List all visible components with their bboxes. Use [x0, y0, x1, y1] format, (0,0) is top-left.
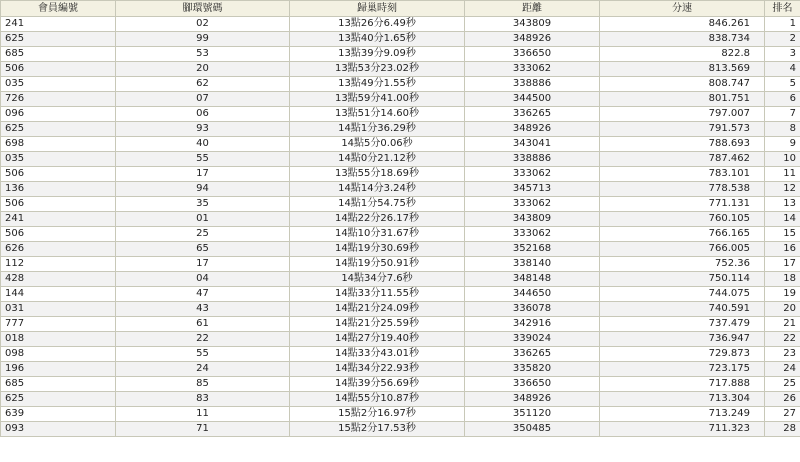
- ring-number-cell: 06: [116, 107, 290, 122]
- ring-number-cell: 07: [116, 92, 290, 107]
- distance-cell: 352168: [465, 242, 600, 257]
- arrival-time-cell: 14點55分10.87秒: [290, 392, 465, 407]
- distance-cell: 335820: [465, 362, 600, 377]
- rank-cell: 7: [765, 107, 800, 122]
- distance-cell: 336650: [465, 47, 600, 62]
- ring-number-cell: 22: [116, 332, 290, 347]
- distance-cell: 333062: [465, 62, 600, 77]
- member-id-cell: 196: [1, 362, 116, 377]
- speed-cell: 797.007: [600, 107, 765, 122]
- rank-cell: 9: [765, 137, 800, 152]
- distance-cell: 338886: [465, 152, 600, 167]
- rank-cell: 23: [765, 347, 800, 362]
- speed-cell: 791.573: [600, 122, 765, 137]
- rank-cell: 24: [765, 362, 800, 377]
- arrival-time-cell: 14點34分22.93秒: [290, 362, 465, 377]
- arrival-time-cell: 14點22分26.17秒: [290, 212, 465, 227]
- table-row[interactable]: [1, 422, 800, 437]
- table-row[interactable]: [1, 77, 800, 92]
- rank-cell: 17: [765, 257, 800, 272]
- member-id-cell: 625: [1, 392, 116, 407]
- distance-cell: 338886: [465, 77, 600, 92]
- member-id-cell: 112: [1, 257, 116, 272]
- distance-cell: 336265: [465, 107, 600, 122]
- speed-cell: 740.591: [600, 302, 765, 317]
- speed-cell: 723.175: [600, 362, 765, 377]
- rank-cell: 22: [765, 332, 800, 347]
- speed-cell: 808.747: [600, 77, 765, 92]
- table-row[interactable]: [1, 122, 800, 137]
- distance-cell: 350485: [465, 422, 600, 437]
- ring-number-cell: 85: [116, 377, 290, 392]
- header-member-id[interactable]: 會員編號: [1, 1, 116, 17]
- arrival-time-cell: 13點39分9.09秒: [290, 47, 465, 62]
- arrival-time-cell: 14點1分54.75秒: [290, 197, 465, 212]
- ring-number-cell: 02: [116, 17, 290, 32]
- member-id-cell: 506: [1, 62, 116, 77]
- table-row[interactable]: [1, 167, 800, 182]
- distance-cell: 348926: [465, 392, 600, 407]
- ring-number-cell: 35: [116, 197, 290, 212]
- table-row[interactable]: [1, 197, 800, 212]
- ring-number-cell: 61: [116, 317, 290, 332]
- speed-cell: 813.569: [600, 62, 765, 77]
- table-row[interactable]: [1, 212, 800, 227]
- speed-cell: 713.304: [600, 392, 765, 407]
- arrival-time-cell: 14點21分25.59秒: [290, 317, 465, 332]
- speed-cell: 788.693: [600, 137, 765, 152]
- ring-number-cell: 04: [116, 272, 290, 287]
- member-id-cell: 035: [1, 152, 116, 167]
- distance-cell: 336078: [465, 302, 600, 317]
- arrival-time-cell: 14點0分21.12秒: [290, 152, 465, 167]
- member-id-cell: 506: [1, 167, 116, 182]
- header-speed[interactable]: 分速: [600, 1, 765, 17]
- ring-number-cell: 99: [116, 32, 290, 47]
- rank-cell: 15: [765, 227, 800, 242]
- arrival-time-cell: 13點40分1.65秒: [290, 32, 465, 47]
- table-row[interactable]: [1, 47, 800, 62]
- header-distance[interactable]: 距離: [465, 1, 600, 17]
- rank-cell: 20: [765, 302, 800, 317]
- arrival-time-cell: 14點1分36.29秒: [290, 122, 465, 137]
- member-id-cell: 035: [1, 77, 116, 92]
- header-arrival-time[interactable]: 歸巢時刻: [290, 1, 465, 17]
- distance-cell: 343041: [465, 137, 600, 152]
- distance-cell: 336265: [465, 347, 600, 362]
- distance-cell: 333062: [465, 227, 600, 242]
- rank-cell: 5: [765, 77, 800, 92]
- table-row[interactable]: [1, 347, 800, 362]
- ring-number-cell: 83: [116, 392, 290, 407]
- speed-cell: 752.36: [600, 257, 765, 272]
- distance-cell: 344500: [465, 92, 600, 107]
- ring-number-cell: 20: [116, 62, 290, 77]
- distance-cell: 348148: [465, 272, 600, 287]
- ring-number-cell: 53: [116, 47, 290, 62]
- member-id-cell: 685: [1, 47, 116, 62]
- speed-cell: 778.538: [600, 182, 765, 197]
- member-id-cell: 096: [1, 107, 116, 122]
- rank-cell: 19: [765, 287, 800, 302]
- table-row[interactable]: [1, 272, 800, 287]
- rank-cell: 6: [765, 92, 800, 107]
- arrival-time-cell: 14點19分30.69秒: [290, 242, 465, 257]
- speed-cell: 750.114: [600, 272, 765, 287]
- ring-number-cell: 65: [116, 242, 290, 257]
- member-id-cell: 031: [1, 302, 116, 317]
- rank-cell: 28: [765, 422, 800, 437]
- member-id-cell: 018: [1, 332, 116, 347]
- speed-cell: 801.751: [600, 92, 765, 107]
- arrival-time-cell: 15點2分16.97秒: [290, 407, 465, 422]
- ring-number-cell: 93: [116, 122, 290, 137]
- distance-cell: 336650: [465, 377, 600, 392]
- table-row[interactable]: [1, 107, 800, 122]
- member-id-cell: 241: [1, 212, 116, 227]
- ring-number-cell: 47: [116, 287, 290, 302]
- rank-cell: 25: [765, 377, 800, 392]
- arrival-time-cell: 13點26分6.49秒: [290, 17, 465, 32]
- table-row[interactable]: [1, 32, 800, 47]
- rank-cell: 26: [765, 392, 800, 407]
- arrival-time-cell: 14點33分11.55秒: [290, 287, 465, 302]
- speed-cell: 822.8: [600, 47, 765, 62]
- speed-cell: 744.075: [600, 287, 765, 302]
- ring-number-cell: 43: [116, 302, 290, 317]
- rank-cell: 11: [765, 167, 800, 182]
- table-row[interactable]: [1, 377, 800, 392]
- ring-number-cell: 94: [116, 182, 290, 197]
- arrival-time-cell: 13點55分18.69秒: [290, 167, 465, 182]
- table-row[interactable]: [1, 287, 800, 302]
- distance-cell: 345713: [465, 182, 600, 197]
- table-row[interactable]: [1, 392, 800, 407]
- ring-number-cell: 17: [116, 257, 290, 272]
- header-ring-number[interactable]: 腳環號碼: [116, 1, 290, 17]
- arrival-time-cell: 14點34分7.6秒: [290, 272, 465, 287]
- member-id-cell: 136: [1, 182, 116, 197]
- distance-cell: 344650: [465, 287, 600, 302]
- arrival-time-cell: 14點5分0.06秒: [290, 137, 465, 152]
- rank-cell: 3: [765, 47, 800, 62]
- rank-cell: 14: [765, 212, 800, 227]
- arrival-time-cell: 14點39分56.69秒: [290, 377, 465, 392]
- ring-number-cell: 55: [116, 347, 290, 362]
- table-row[interactable]: [1, 407, 800, 422]
- member-id-cell: 506: [1, 197, 116, 212]
- table-row[interactable]: [1, 242, 800, 257]
- speed-cell: 736.947: [600, 332, 765, 347]
- distance-cell: 343809: [465, 212, 600, 227]
- member-id-cell: 098: [1, 347, 116, 362]
- member-id-cell: 726: [1, 92, 116, 107]
- speed-cell: 787.462: [600, 152, 765, 167]
- distance-cell: 333062: [465, 167, 600, 182]
- speed-cell: 766.005: [600, 242, 765, 257]
- speed-cell: 771.131: [600, 197, 765, 212]
- rank-cell: 18: [765, 272, 800, 287]
- speed-cell: 717.888: [600, 377, 765, 392]
- rank-cell: 13: [765, 197, 800, 212]
- rank-cell: 16: [765, 242, 800, 257]
- arrival-time-cell: 15點2分17.53秒: [290, 422, 465, 437]
- distance-cell: 351120: [465, 407, 600, 422]
- distance-cell: 339024: [465, 332, 600, 347]
- speed-cell: 713.249: [600, 407, 765, 422]
- table-row[interactable]: [1, 362, 800, 377]
- arrival-time-cell: 13點53分23.02秒: [290, 62, 465, 77]
- arrival-time-cell: 14點27分19.40秒: [290, 332, 465, 347]
- arrival-time-cell: 14點10分31.67秒: [290, 227, 465, 242]
- ring-number-cell: 40: [116, 137, 290, 152]
- ring-number-cell: 17: [116, 167, 290, 182]
- rank-cell: 8: [765, 122, 800, 137]
- member-id-cell: 625: [1, 32, 116, 47]
- speed-cell: 838.734: [600, 32, 765, 47]
- table-row[interactable]: [1, 92, 800, 107]
- arrival-time-cell: 14點19分50.91秒: [290, 257, 465, 272]
- rank-cell: 2: [765, 32, 800, 47]
- table-row[interactable]: [1, 257, 800, 272]
- ring-number-cell: 11: [116, 407, 290, 422]
- speed-cell: 711.323: [600, 422, 765, 437]
- table-row[interactable]: [1, 182, 800, 197]
- table-row[interactable]: [1, 137, 800, 152]
- arrival-time-cell: 13點51分14.60秒: [290, 107, 465, 122]
- distance-cell: 338140: [465, 257, 600, 272]
- member-id-cell: 428: [1, 272, 116, 287]
- table-row[interactable]: [1, 227, 800, 242]
- table-row[interactable]: [1, 62, 800, 77]
- ring-number-cell: 71: [116, 422, 290, 437]
- header-row: [1, 1, 800, 17]
- distance-cell: 348926: [465, 122, 600, 137]
- arrival-time-cell: 14點33分43.01秒: [290, 347, 465, 362]
- member-id-cell: 639: [1, 407, 116, 422]
- arrival-time-cell: 13點49分1.55秒: [290, 77, 465, 92]
- table-row[interactable]: [1, 152, 800, 167]
- member-id-cell: 685: [1, 377, 116, 392]
- header-rank[interactable]: 排名: [765, 1, 800, 17]
- rank-cell: 27: [765, 407, 800, 422]
- speed-cell: 760.105: [600, 212, 765, 227]
- table-row[interactable]: [1, 332, 800, 347]
- speed-cell: 729.873: [600, 347, 765, 362]
- rank-cell: 21: [765, 317, 800, 332]
- ring-number-cell: 55: [116, 152, 290, 167]
- member-id-cell: 625: [1, 122, 116, 137]
- distance-cell: 343809: [465, 17, 600, 32]
- speed-cell: 737.479: [600, 317, 765, 332]
- table-row[interactable]: [1, 302, 800, 317]
- arrival-time-cell: 14點14分3.24秒: [290, 182, 465, 197]
- ring-number-cell: 25: [116, 227, 290, 242]
- ring-number-cell: 24: [116, 362, 290, 377]
- rank-cell: 12: [765, 182, 800, 197]
- distance-cell: 348926: [465, 32, 600, 47]
- rank-cell: 1: [765, 17, 800, 32]
- member-id-cell: 506: [1, 227, 116, 242]
- member-id-cell: 698: [1, 137, 116, 152]
- distance-cell: 342916: [465, 317, 600, 332]
- member-id-cell: 777: [1, 317, 116, 332]
- distance-cell: 333062: [465, 197, 600, 212]
- table-row[interactable]: [1, 317, 800, 332]
- arrival-time-cell: 14點21分24.09秒: [290, 302, 465, 317]
- speed-cell: 846.261: [600, 17, 765, 32]
- arrival-time-cell: 13點59分41.00秒: [290, 92, 465, 107]
- ring-number-cell: 62: [116, 77, 290, 92]
- member-id-cell: 626: [1, 242, 116, 257]
- speed-cell: 783.101: [600, 167, 765, 182]
- rank-cell: 10: [765, 152, 800, 167]
- member-id-cell: 144: [1, 287, 116, 302]
- ring-number-cell: 01: [116, 212, 290, 227]
- member-id-cell: 093: [1, 422, 116, 437]
- table-row[interactable]: [1, 17, 800, 32]
- rank-cell: 4: [765, 62, 800, 77]
- speed-cell: 766.165: [600, 227, 765, 242]
- member-id-cell: 241: [1, 17, 116, 32]
